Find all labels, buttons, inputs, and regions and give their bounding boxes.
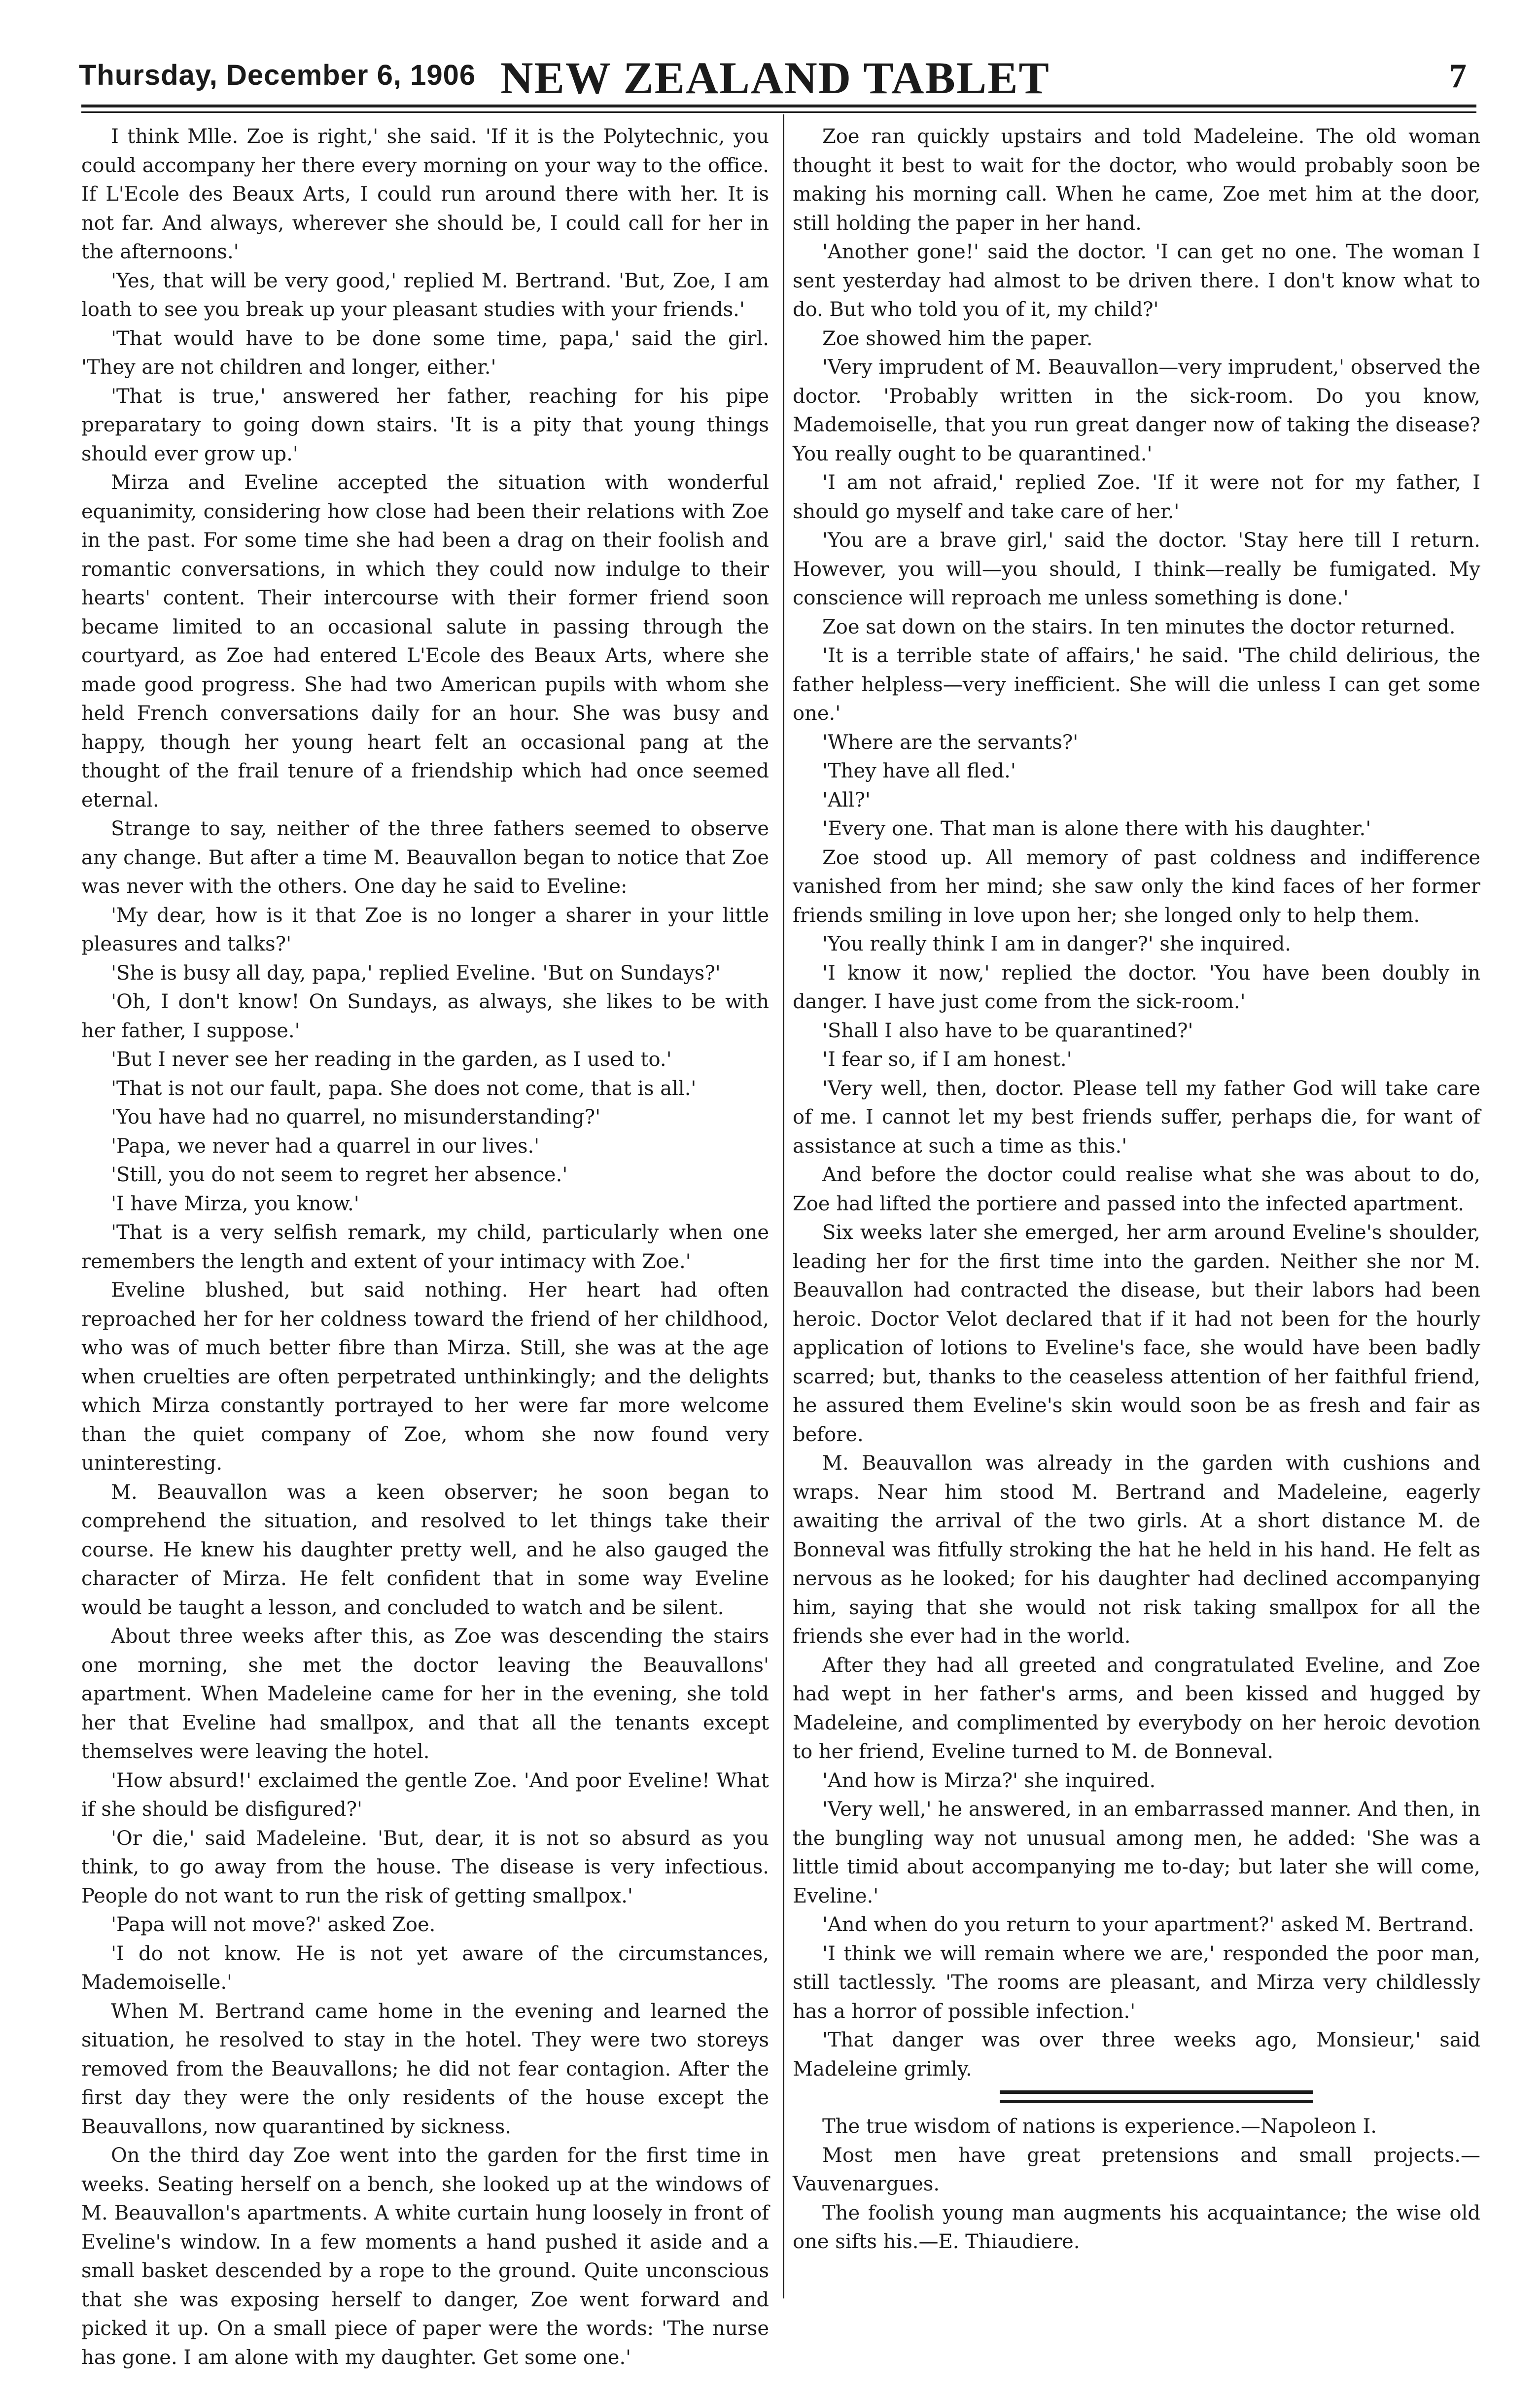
paragraph: 'Very well, then, doctor. Please tell my father God will take care of me. I cannot let my best friends suffer, perhaps die, for want of assistance at such a time as this.': [793, 1077, 1480, 1158]
paragraph: After they had all greeted and congratulated Eveline, and Zoe had wept in her father's arms, and been kissed and hugged by Madeleine, and complimented by everybody on her heroic devotion to her friend, Eveline turned to M. de Bonneval.: [793, 1654, 1480, 1763]
paragraph: Mirza and Eveline accepted the situation with wonderful equanimity, considering how close had been their relations with Zoe in the past. For some time she had been a drag on their foolish and romantic conversations, in which they could now indulge to their hearts' content. Their intercourse with their former friend soon became limited to an occasional salute in passing through the courtyard, as Zoe had entered L'Ecole des Beaux Arts, where she made good progress. She had two American pupils with whom she held French conversations daily for an hour. She was busy and happy, though her young heart felt an occasional pang at the thought of the frail tenure of a friendship which had once seemed eternal.: [81, 471, 769, 812]
paragraph: 'It is a terrible state of affairs,' he said. 'The child delirious, the father helpless—very inefficient. She will die unless I can get some one.': [793, 644, 1480, 725]
paragraph: 'You are a brave girl,' said the doctor. 'Stay here till I return. However, you will—you should, I think—really be fumigated. My conscience will reproach me unless something is done.': [793, 529, 1480, 609]
paragraph: 'Another gone!' said the doctor. 'I can get no one. The woman I sent yesterday had almost to be driven there. I don't know what to do. But who told you of it, my child?': [793, 241, 1480, 321]
paragraph: 'Still, you do not seem to regret her absence.': [111, 1164, 568, 1186]
paragraph: I think Mlle. Zoe is right,' she said. 'If it is the Polytechnic, you could accompany her there every morning on your way to the office. If L'Ecole des Beaux Arts, I could run around there with her. It is not far. And always, wherever she should be, I could call for her in the afternoons.': [81, 125, 769, 263]
paragraph: Zoe ran quickly upstairs and told Madeleine. The old woman thought it best to wait for the doctor, who would probably soon be making his morning call. When he came, Zoe met him at the door, still holding the paper in her hand.: [793, 125, 1480, 235]
paragraph: Eveline blushed, but said nothing. Her heart had often reproached her for her coldness toward the friend of her childhood, who was of much better fibre than Mirza. Still, she was at the age when cruelties are often perpetrated unthinkingly; and the delights which Mirza constantly portrayed to her were far more welcome than the quiet company of Zoe, whom she now found very uninteresting.: [81, 1279, 769, 1475]
saying: Most men have great pretensions and small projects.—Vauvenargues.: [793, 2144, 1480, 2195]
double-rule: [1000, 2090, 1313, 2103]
paragraph: Zoe sat down on the stairs. In ten minutes the doctor returned.: [822, 615, 1456, 638]
paragraph: 'That is a very selfish remark, my child, particularly when one remembers the length and extent of your intimacy with Zoe.': [81, 1221, 769, 1273]
paragraph: Zoe showed him the paper.: [822, 327, 1093, 350]
header-rule-thin: [81, 111, 1476, 113]
paragraph: Zoe stood up. All memory of past coldness and indifference vanished from her mind; she saw only the kind faces of her former friends smiling in love upon her; she longed only to help them.: [793, 846, 1480, 927]
column-rule: [783, 114, 784, 2298]
paragraph: 'Where are the servants?': [822, 731, 1079, 754]
paragraph: 'Papa will not move?' asked Zoe.: [111, 1913, 436, 1936]
paragraph: 'I do not know. He is not yet aware of the circumstances, Mademoiselle.': [81, 1942, 769, 1994]
paragraph: 'Very well,' he answered, in an embarrassed manner. And then, in the bungling way not unusual among men, he added: 'She was a little timid about accompanying me to-day; but later she will come, Eveline.': [793, 1798, 1480, 1907]
paragraph: 'I fear so, if I am honest.': [822, 1048, 1072, 1071]
paragraph: 'My dear, how is it that Zoe is no longer a sharer in your little pleasures and talks?': [81, 904, 769, 955]
paragraph: 'How absurd!' exclaimed the gentle Zoe. 'And poor Eveline! What if she should be disfigured?': [81, 1769, 769, 1821]
header-rule-thick: [81, 105, 1476, 107]
page-number: 7: [1449, 57, 1467, 95]
paragraph: 'And when do you return to your apartment?' asked M. Bertrand.: [822, 1913, 1474, 1936]
paragraph: 'They have all fled.': [822, 760, 1016, 782]
paragraph: 'I am not afraid,' replied Zoe. 'If it were not for my father, I should go myself and take care of her.': [793, 471, 1480, 523]
paragraph: 'Papa, we never had a quarrel in our lives.': [111, 1134, 540, 1158]
saying: The foolish young man augments his acquaintance; the wise old one sifts his.—E. Thiaudiere.: [793, 2201, 1480, 2253]
saying: The true wisdom of nations is experience.—Napoleon I.: [822, 2115, 1377, 2138]
paragraph: 'And how is Mirza?' she inquired.: [822, 1769, 1156, 1792]
paragraph: 'She is busy all day, papa,' replied Eveline. 'But on Sundays?': [111, 961, 721, 985]
page-header: [74, 52, 1476, 106]
paragraph: 'Every one. That man is alone there with his daughter.': [822, 817, 1371, 840]
paragraph: 'That danger was over three weeks ago, Monsieur,' said Madeleine grimly.: [793, 2029, 1480, 2081]
paragraph: 'But I never see her reading in the garden, as I used to.': [111, 1048, 672, 1071]
paragraph: 'I have Mirza, you know.': [111, 1192, 359, 1215]
paragraph: M. Beauvallon was a keen observer; he soon began to comprehend the situation, and resolved to let things take their course. He knew his daughter pretty well, and he also gauged the character of Mirza. He felt confident that in some way Eveline would be taught a lesson, and concluded to watch and be silent.: [81, 1481, 769, 1619]
paragraph: 'I think we will remain where we are,' responded the poor man, still tactlessly. 'The rooms are pleasant, and Mirza very childlessly has a horror of possible infection.': [793, 1942, 1480, 2023]
paragraph: When M. Bertrand came home in the evening and learned the situation, he resolved to stay in the hotel. They were two storeys removed from the Beauvallons; he did not fear contagion. After the first day they were the only residents of the house except the Beauvallons, now quarantined by sickness.: [81, 2000, 769, 2138]
paragraph: 'Very imprudent of M. Beauvallon—very imprudent,' observed the doctor. 'Probably written in the sick-room. Do you know, Mademoiselle, that you run great danger now of taking the disease? You really ought to be quarantined.': [793, 356, 1480, 465]
paragraph: 'Oh, I don't know! On Sundays, as always, she likes to be with her father, I suppose.': [81, 990, 769, 1042]
paragraph: M. Beauvallon was already in the garden with cushions and wraps. Near him stood M. Bertrand and Madeleine, eagerly awaiting the arrival of the two girls. At a short distance M. de Bonneval was fitfully stroking the hat he held in his hand. He felt as nervous as he looked; for his daughter had declined accompanying him, saying that she would not risk taking smallpox for all the friends she ever had in the world.: [793, 1452, 1480, 1648]
paragraph: 'All?': [822, 788, 871, 812]
paragraph: And before the doctor could realise what she was about to do, Zoe had lifted the portiere and passed into the infected apartment.: [793, 1164, 1480, 1215]
left-column: [81, 122, 769, 2369]
paragraph: 'That would have to be done some time, papa,' said the girl. 'They are not children and longer, either.': [81, 327, 769, 379]
issue-date: Thursday, December 6, 1906: [79, 59, 476, 91]
paragraph: About three weeks after this, as Zoe was descending the stairs one morning, she met the doctor leaving the Beauvallons' apartment. When Madeleine came for her in the evening, she told her that Eveline had smallpox, and that all the tenants except themselves were leaving the hotel.: [81, 1625, 769, 1763]
paragraph: 'That is not our fault, papa. She does not come, that is all.': [111, 1077, 697, 1100]
paragraph: 'Or die,' said Madeleine. 'But, dear, it is not so absurd as you think, to go away from the house. The disease is very infectious. People do not want to run the risk of getting smallpox.': [81, 1827, 769, 1907]
paragraph: Strange to say, neither of the three fathers seemed to observe any change. But after a time M. Beauvallon began to notice that Zoe was never with the others. One day he said to Eveline:: [81, 817, 769, 898]
paragraph: 'You have had no quarrel, no misunderstanding?': [111, 1106, 601, 1129]
paragraph: Six weeks later she emerged, her arm around Eveline's shoulder, leading her for the first time into the garden. Neither she nor M. Beauvallon had contracted the disease, but their labors had been heroic. Doctor Velot declared that if it had not been for the hourly application of lotions to Eveline's face, she would have been badly scarred; but, thanks to the ceaseless attention of her faithful friend, he assured them Eveline's skin would soon be as fresh and fair as before.: [793, 1221, 1480, 1446]
paragraph: 'You really think I am in danger?' she inquired.: [822, 933, 1291, 955]
section-divider: [793, 2083, 1480, 2112]
paragraph: On the third day Zoe went into the garden for the first time in weeks. Seating herself on a bench, she looked up at the windows of M. Beauvallon's apartments. A white curtain hung loosely in front of Eveline's window. In a few moments a hand pushed it aside and a small basket descended by a rope to the ground. Quite unconscious that she was exposing herself to danger, Zoe went forward and picked it up. On a small piece of paper were the words: 'The nurse has gone. I am alone with my daughter. Get some one.': [81, 2144, 769, 2369]
paragraph: 'I know it now,' replied the doctor. 'You have been doubly in danger. I have just come from the sick-room.': [793, 961, 1480, 1013]
paragraph: 'Shall I also have to be quarantined?': [822, 1019, 1193, 1042]
masthead-title: NEW ZEALAND TABLET: [500, 53, 1050, 103]
right-column: [793, 122, 1480, 2306]
paragraph: 'Yes, that will be very good,' replied M. Bertrand. 'But, Zoe, I am loath to see you break up your pleasant studies with your friends.': [81, 269, 769, 321]
paragraph: 'That is true,' answered her father, reaching for his pipe preparatary to going down stairs. 'It is a pity that young things should ever grow up.': [81, 385, 769, 465]
